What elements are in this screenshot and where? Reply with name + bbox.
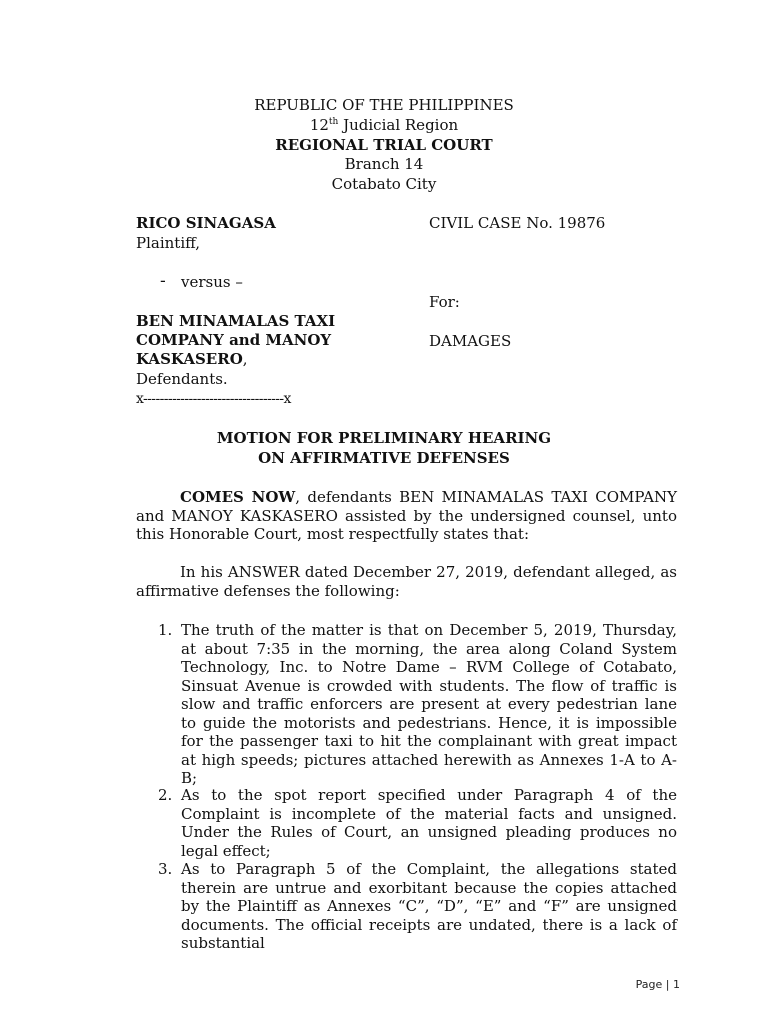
item-number: 1. xyxy=(158,621,173,639)
motion-title-line1: MOTION FOR PRELIMINARY HEARING xyxy=(216,429,552,447)
header-republic: REPUBLIC OF THE PHILIPPINES xyxy=(254,96,514,114)
defendant-name-line2: COMPANY and MANOY xyxy=(136,331,332,349)
comes-now-paragraph xyxy=(136,488,677,544)
comes-now-text: , defendants BEN MINAMALAS TAXI COMPANY and MANOY KASKASERO assisted by the undersigned counsel, unto this Honorable Court, most respectfully states that: xyxy=(136,488,677,543)
defendant-name-line1: BEN MINAMALAS TAXI xyxy=(136,312,336,330)
motion-title-line2: ON AFFIRMATIVE DEFENSES xyxy=(258,449,510,467)
case-number: CIVIL CASE No. 19876 xyxy=(429,214,606,232)
header-branch: Branch 14 xyxy=(344,155,424,173)
header-region-number: 12 xyxy=(309,116,329,134)
header-court: REGIONAL TRIAL COURT xyxy=(275,136,493,154)
item-number: 2. xyxy=(158,786,173,804)
header-city: Cotabato City xyxy=(331,175,437,193)
answer-paragraph-text: In his ANSWER dated December 27, 2019, defendant alleged, as affirmative defenses the following: xyxy=(136,563,677,600)
versus-dash: - xyxy=(160,271,166,291)
for-value: DAMAGES xyxy=(429,332,512,350)
list-item: The truth of the matter is that on December 5, 2019, Thursday, at about 7:35 in the morning, the area along Coland System Technology, Inc. to Notre Dame – RVM College of Cotabato, Sinsuat Avenue is crowded with students. The flow of traffic is slow and traffic enforcers are present at every pedestrian lane to guide the motorists and pedestrians. Hence, it is impossible for the passenger taxi to hit the complainant with great impact at high speeds; pictures attached herewith as Annexes 1-A to A-B; xyxy=(181,621,677,787)
versus-text: versus – xyxy=(181,273,243,291)
for-label: For: xyxy=(429,293,460,311)
defendant-name-line3 xyxy=(136,349,248,369)
defendant-name-last: KASKASERO xyxy=(136,350,243,368)
header-region-text: Judicial Region xyxy=(338,116,459,134)
item-number: 3. xyxy=(158,860,173,878)
page-number: Page | 1 xyxy=(635,978,680,991)
plaintiff-role: Plaintiff, xyxy=(136,234,201,252)
plaintiff-name: RICO SINAGASA xyxy=(136,214,276,232)
caption-separator: x----------------------------------x xyxy=(136,391,291,407)
comes-now-lead: COMES NOW xyxy=(180,488,296,506)
answer-paragraph xyxy=(136,563,677,600)
list-item: As to Paragraph 5 of the Complaint, the allegations stated therein are untrue and exorbitant because the copies attached by the Plaintiff as Annexes “C”, “D”, “E” and “F” are unsigned documents. The official receipts are undated, there is a lack of substantial xyxy=(181,860,677,952)
header-region xyxy=(0,115,768,135)
list-item: As to the spot report specified under Paragraph 4 of the Complaint is incomplete of the material facts and unsigned. Under the Rules of Court, an unsigned pleading produces no legal effect; xyxy=(181,786,677,860)
defendant-role: Defendants. xyxy=(136,370,228,388)
defendant-name-comma: , xyxy=(242,350,248,368)
header-region-suffix: th xyxy=(328,117,339,127)
